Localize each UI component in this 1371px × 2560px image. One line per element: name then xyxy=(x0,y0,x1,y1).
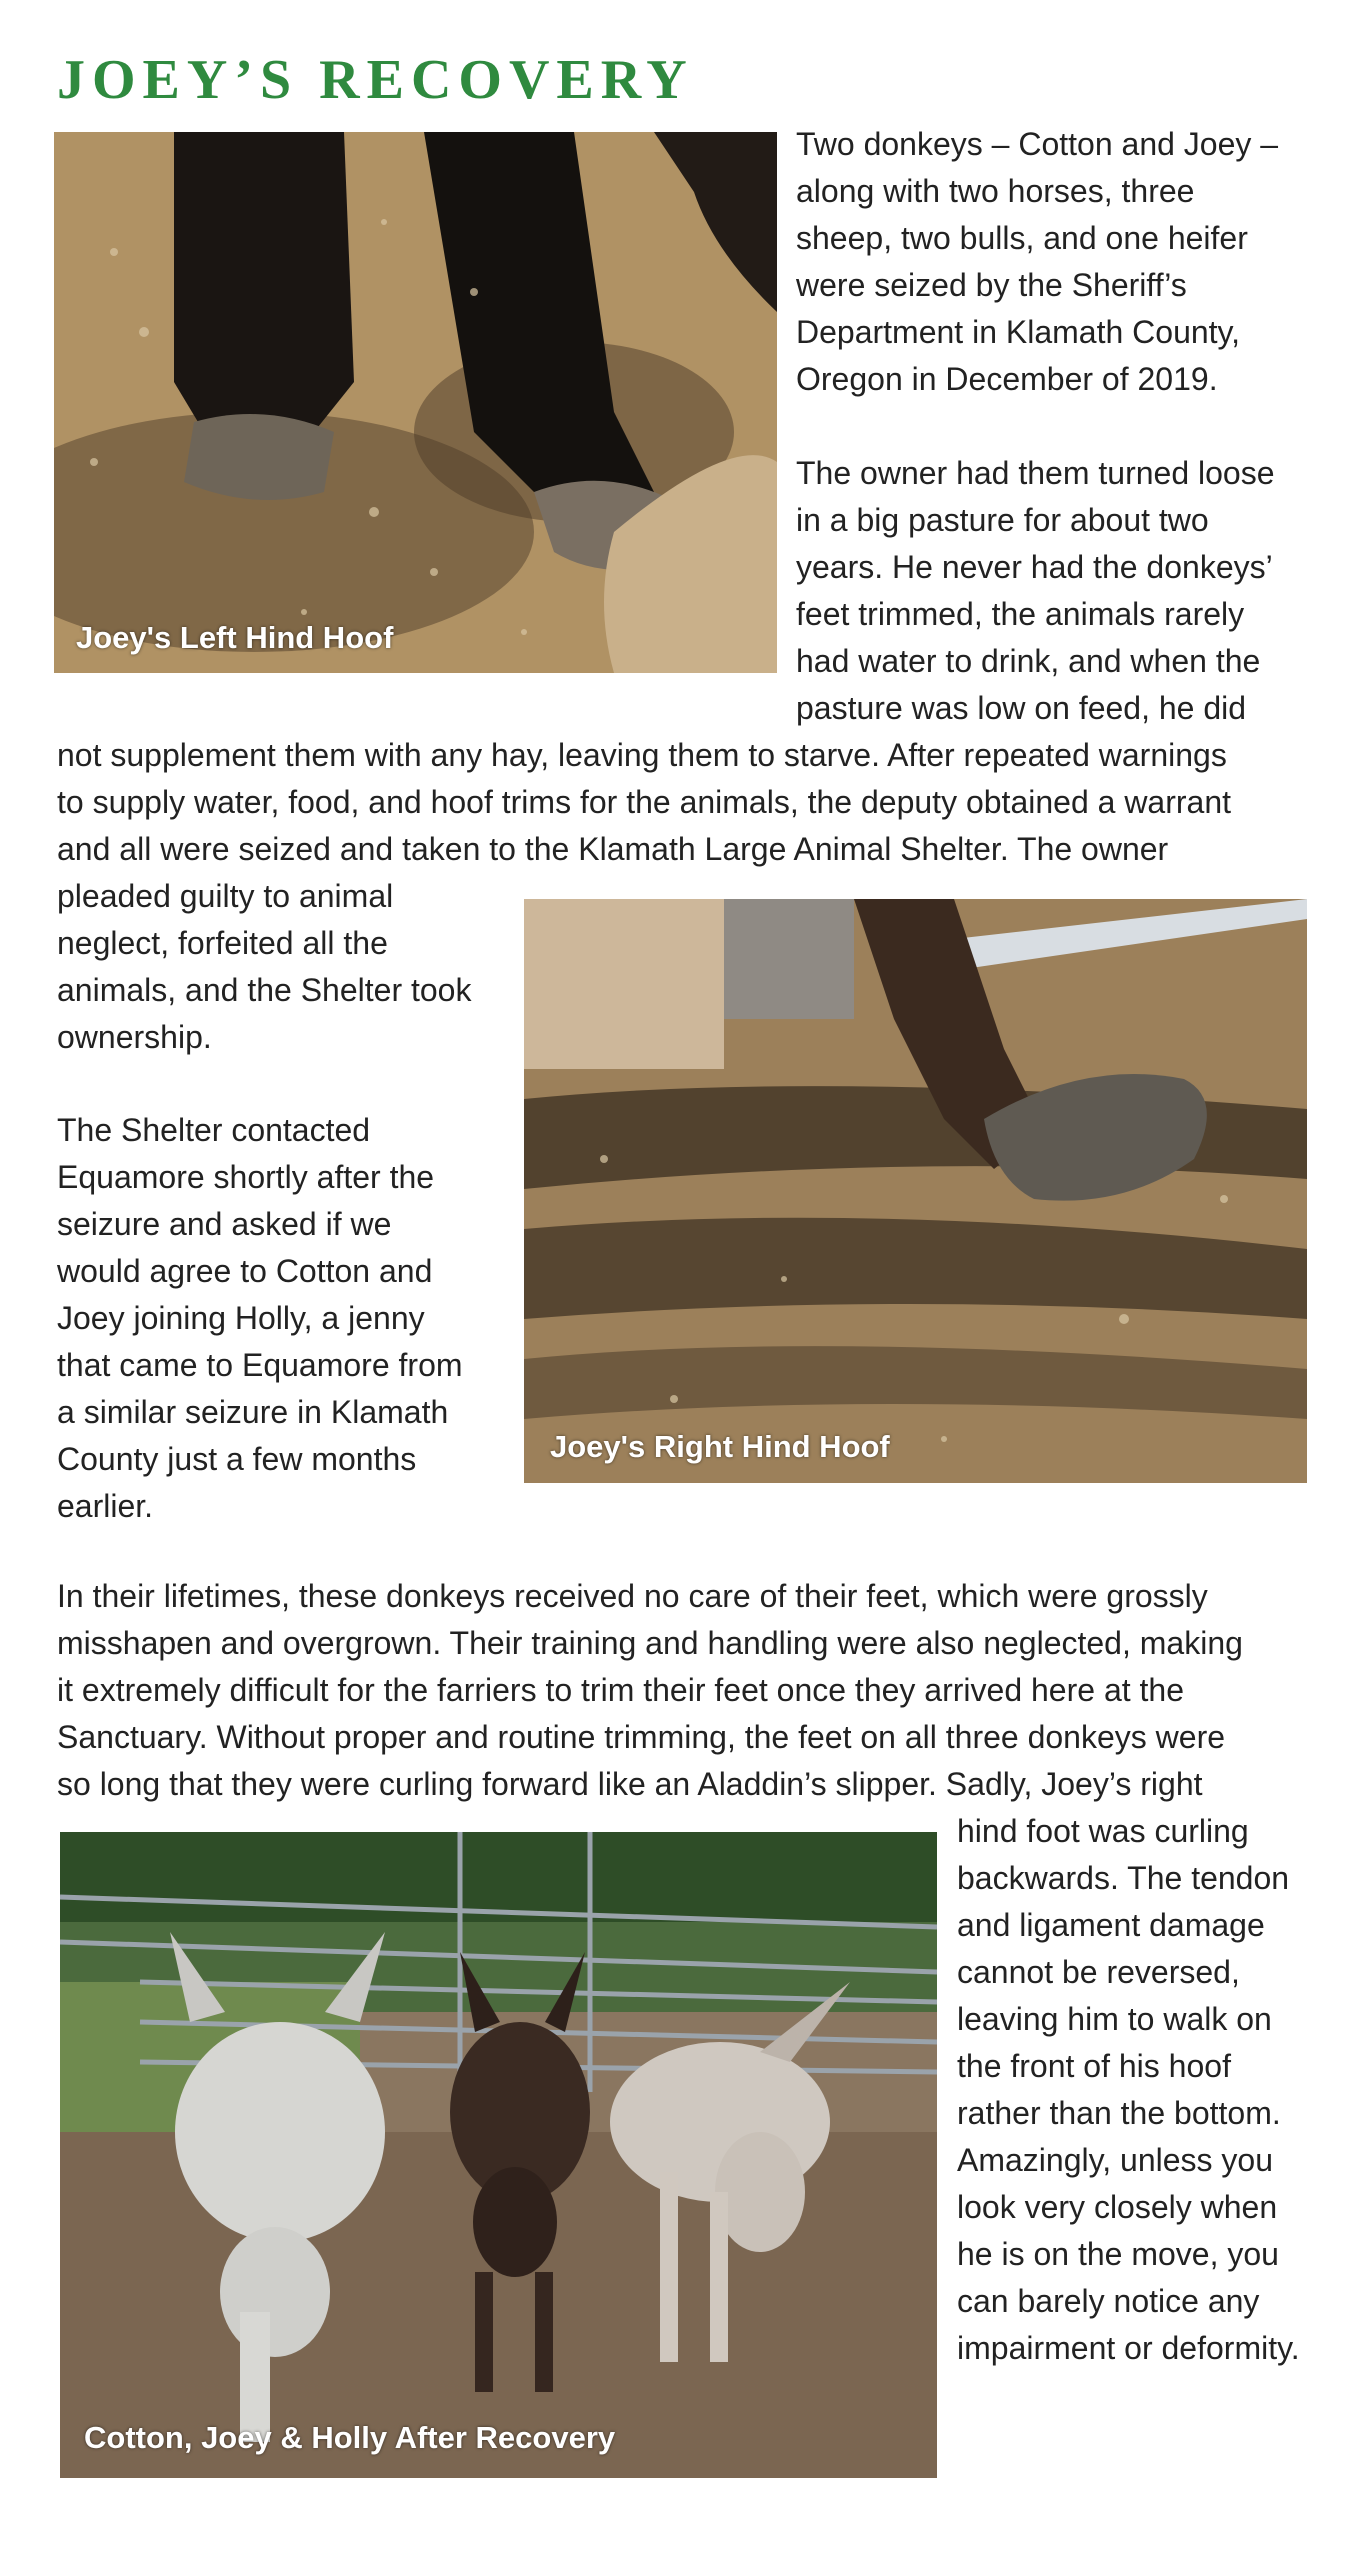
text-line: Amazingly, unless you xyxy=(957,2142,1273,2178)
paragraph-tendon-damage xyxy=(957,1808,1300,2372)
paragraph-shelter-contact xyxy=(57,1107,463,1530)
text-line: Department in Klamath County, xyxy=(796,314,1241,350)
text-line: feet trimmed, the animals rarely xyxy=(796,596,1245,632)
text-line: in a big pasture for about two xyxy=(796,502,1209,538)
text-line: so long that they were curling forward like an Aladdin’s slipper. Sadly, Joey’s right xyxy=(57,1766,1203,1802)
text-line: pleaded guilty to animal xyxy=(57,878,394,914)
text-line: Joey joining Holly, a jenny xyxy=(57,1300,425,1336)
text-line: can barely notice any xyxy=(957,2283,1260,2319)
text-line: hind foot was curling xyxy=(957,1813,1249,1849)
text-line: cannot be reversed, xyxy=(957,1954,1240,1990)
text-line: sheep, two bulls, and one heifer xyxy=(796,220,1248,256)
text-line: along with two horses, three xyxy=(796,173,1195,209)
donkeys-caption: Cotton, Joey & Holly After Recovery xyxy=(84,2420,616,2455)
text-line: The owner had them turned loose xyxy=(796,455,1275,491)
paragraph-owner-neglect xyxy=(796,450,1275,732)
text-line: not supplement them with any hay, leaving them to starve. After repeated warnings xyxy=(57,737,1227,773)
photo-right-hind-hoof xyxy=(524,899,1307,1483)
text-line: animals, and the Shelter took xyxy=(57,972,472,1008)
text-line: Equamore shortly after the xyxy=(57,1159,435,1195)
paragraph-seizure xyxy=(796,121,1278,403)
text-line: to supply water, food, and hoof trims for the animals, the deputy obtained a warrant xyxy=(57,784,1232,820)
text-line: ownership. xyxy=(57,1019,212,1055)
photo-donkeys-after-recovery xyxy=(60,1832,937,2478)
left-hind-hoof-caption: Joey's Left Hind Hoof xyxy=(76,620,394,655)
text-line: neglect, forfeited all the xyxy=(57,925,388,961)
text-line: seizure and asked if we xyxy=(57,1206,392,1242)
text-line: and all were seized and taken to the Klamath Large Animal Shelter. The owner xyxy=(57,831,1169,867)
text-line: would agree to Cotton and xyxy=(57,1253,433,1289)
text-line: impairment or deformity. xyxy=(957,2330,1300,2366)
right-hind-hoof-caption: Joey's Right Hind Hoof xyxy=(550,1429,890,1464)
text-line: it extremely difficult for the farriers to trim their feet once they arrived here at the xyxy=(57,1672,1184,1708)
paragraph-lifetime-neglect xyxy=(57,1573,1243,1808)
donkeys-image xyxy=(60,1832,937,2478)
text-line: years. He never had the donkeys’ xyxy=(796,549,1273,585)
text-line: pasture was low on feed, he did xyxy=(796,690,1247,726)
text-line: Oregon in December of 2019. xyxy=(796,361,1218,397)
paragraph-owner-neglect-end xyxy=(57,873,471,1061)
text-line: backwards. The tendon xyxy=(957,1860,1290,1896)
text-line: the front of his hoof xyxy=(957,2048,1231,2084)
text-line: County just a few months xyxy=(57,1441,417,1477)
text-line: rather than the bottom. xyxy=(957,2095,1281,2131)
text-line: misshapen and overgrown. Their training and handling were also neglected, making xyxy=(57,1625,1243,1661)
text-line: Sanctuary. Without proper and routine trimming, the feet on all three donkeys were xyxy=(57,1719,1226,1755)
photo-left-hind-hoof xyxy=(54,132,777,673)
text-line: Two donkeys – Cotton and Joey – xyxy=(796,126,1279,162)
text-line: look very closely when xyxy=(957,2189,1278,2225)
text-line: were seized by the Sheriff’s xyxy=(796,267,1187,303)
text-line: he is on the move, you xyxy=(957,2236,1279,2272)
text-line: earlier. xyxy=(57,1488,154,1524)
text-line: that came to Equamore from xyxy=(57,1347,463,1383)
right-hind-hoof-image xyxy=(524,899,1307,1483)
text-line: leaving him to walk on xyxy=(957,2001,1272,2037)
text-line: had water to drink, and when the xyxy=(796,643,1261,679)
text-line: a similar seizure in Klamath xyxy=(57,1394,449,1430)
text-line: and ligament damage xyxy=(957,1907,1265,1943)
text-line: In their lifetimes, these donkeys received no care of their feet, which were grossly xyxy=(57,1578,1208,1614)
text-line: The Shelter contacted xyxy=(57,1112,371,1148)
article-title: JOEY’S RECOVERY xyxy=(57,49,694,111)
left-hind-hoof-image xyxy=(54,132,777,673)
paragraph-owner-neglect-cont xyxy=(57,732,1231,873)
